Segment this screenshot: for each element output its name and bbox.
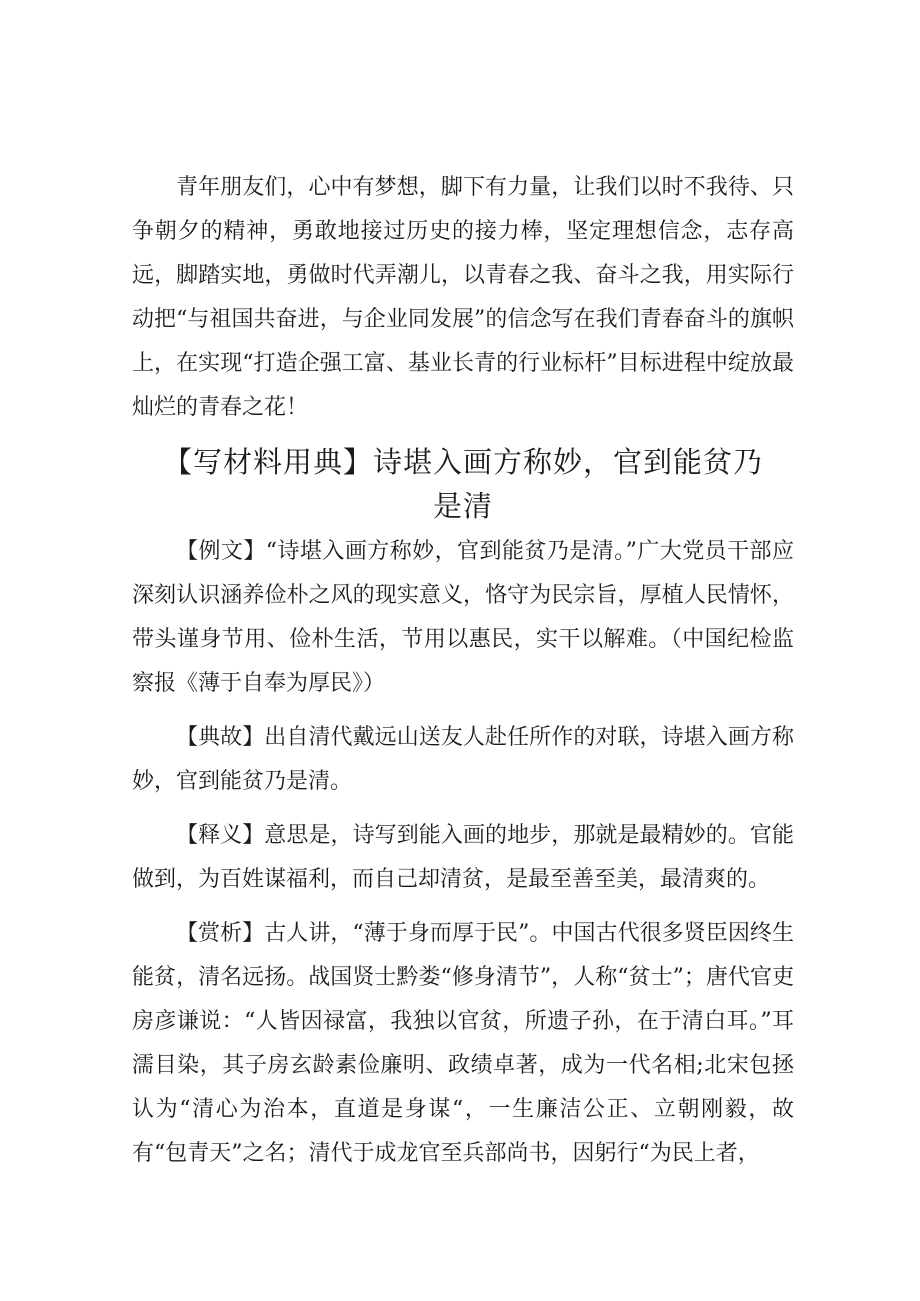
allusion-paragraph [132,716,794,804]
example-label: 【例文】 [176,539,266,564]
meaning-text: 意思是，诗写到能入画的地步，那就是最精妙的。官能做到，为百姓谋福利，而自己却清贫，是最至善至美，最清爽的。 [132,823,794,892]
meaning-paragraph [132,814,794,902]
example-paragraph [132,530,794,706]
appreciation-paragraph [132,912,794,1176]
appreciation-label: 【赏析】 [176,921,265,946]
document-page [132,166,794,1176]
example-text: “诗堪入画方称妙，官到能贫乃是清。”广大党员干部应深刻认识涵养俭朴之风的现实意义，恪守为民宗旨，厚植人民情怀，带头谨身节用、俭朴生活，节用以惠民，实干以解难。（中国纪检监察报《薄于自奉为厚民》） [132,539,794,696]
appreciation-text: 古人讲，“薄于身而厚于民”。中国古代很多贤臣因终生能贫，清名远扬。战国贤士黔娄“修身清节”，人称“贫士”；唐代官吏房彦谦说：“人皆因禄富，我独以官贫，所遗子孙，在于清白耳。”耳濡目染，其子房玄龄素俭廉明、政绩卓著，成为一代名相;北宋包拯认为“清心为治本，直道是身谋“，一生廉洁公正、立朝刚毅，故有“包青天”之名；清代于成龙官至兵部尚书，因躬行“为民上者， [132,921,794,1166]
intro-paragraph: 青年朋友们，心中有梦想，脚下有力量，让我们以时不我待、只争朝夕的精神，勇敢地接过历史的接力棒，坚定理想信念，志存高远，脚踏实地，勇做时代弄潮儿，以青春之我、奋斗之我，用实际行动把“与祖国共奋进，与企业同发展”的信念写在我们青春奋斗的旗帜上，在实现“打造企强工富、基业长青的行业标杆”目标进程中绽放最灿烂的青春之花！ [132,175,794,420]
meaning-label: 【释义】 [176,823,265,848]
allusion-text: 出自清代戴远山送友人赴任所作的对联，诗堪入画方称妙，官到能贫乃是清。 [132,725,794,794]
section-title: 【写材料用典】诗堪入画方称妙，官到能贫乃是清 [162,445,763,523]
allusion-label: 【典故】 [176,725,265,750]
